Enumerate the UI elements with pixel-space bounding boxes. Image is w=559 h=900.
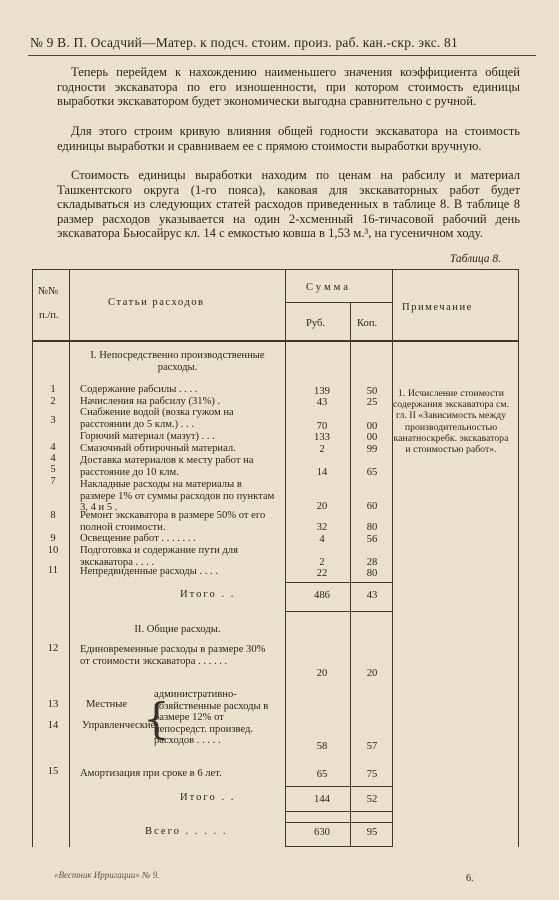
row-rub: 14 [316,467,328,478]
row-rub: 133 [314,432,330,443]
row-rub: 22 [316,568,328,579]
row-rub: 2 [319,557,325,568]
grand-total-kop: 95 [366,827,378,838]
row-kop: 65 [366,467,378,478]
row-kop: 57 [366,741,378,752]
row-number: 11 [47,565,59,576]
row-number: 7 [50,476,56,487]
table-label: Таблица 8. [449,253,501,265]
row-kop: 00 [366,421,378,432]
row-number: 1 [50,384,56,395]
row-rub: 2 [319,444,325,455]
row-number: 5 [50,464,56,475]
grand-total-label: Всего . . . . . [145,826,228,837]
footer-journal: «Вестник Ирригации» № 9. [54,870,160,880]
row-14-left-label: Управленческие [82,720,156,731]
row-number: 3 [50,415,56,426]
row-kop: 80 [366,522,378,533]
total-1-label: Итого . . [180,589,236,600]
row-text: Содержание рабсилы . . . . [80,384,198,395]
row-number: 4 [50,442,56,453]
row-kop: 75 [366,769,378,780]
row-rub: 4 [319,534,325,545]
table-note: 1. Исчисление стоимости содержания экскаватора см. гл. II «Зависимость между производительностью канатноскребк. экскаватора и стоимостью работ». [392,388,510,456]
paragraph-2: Для этого строим кривую влияния общей годности экскаватора на стоимость единицы выработки и сравниваем ее с прямою стоимости выработки вручную. [57,124,520,153]
row-number: 15 [47,766,59,777]
row-number: 4 [50,453,56,464]
row-rub: 65 [316,769,328,780]
col-num-header: №№ [38,286,59,297]
page-header: № 9 В. П. Осадчий—Матер. к подсч. стоим. произ. раб. кан.-скр. экс. 81 [30,35,458,50]
row-kop: 56 [366,534,378,545]
row-kop: 50 [366,386,378,397]
paragraph-1: Теперь перейдем к нахождению наименьшего значения коэффициента общей годности экскаватора по его изношенности, при котором стоимость единицы выработки экскаватором будет экономически выгодна сравнительно с ручной. [57,65,520,109]
row-13-left-label: Местные [86,699,128,710]
row-13-14-text: административно-хозяйственные расходы в размере 12% от непосредст. произвед. расходов . . . . . [154,689,269,747]
row-kop: 80 [366,568,378,579]
row-text: Освещение работ . . . . . . . [80,533,196,544]
row-kop: 25 [366,397,378,408]
row-text: Снабжение водой (возка гужом на расстоянии до 5 клм.) . . . [80,407,234,430]
row-number: 13 [47,699,59,710]
col-num-subheader: п./п. [39,310,59,321]
brace-icon: { [143,694,170,743]
row-rub: 20 [316,501,328,512]
row-kop: 20 [366,668,378,679]
row-text: Горючий материал (мазут) . . . [80,431,215,442]
col-note-header: Примечание [402,302,473,313]
section-1-title: I. Непосредственно производственные расходы. [90,350,265,373]
row-text: Ремонт экскаватора в размере 50% от его полной стоимости. [80,510,266,533]
row-rub: 32 [316,522,328,533]
total-2-label: Итого . . [180,792,236,803]
row-number: 14 [47,720,59,731]
total-1-kop: 43 [366,590,378,601]
total-2-kop: 52 [366,794,378,805]
row-rub: 43 [316,397,328,408]
row-rub: 139 [314,386,330,397]
row-number: 8 [50,510,56,521]
grand-total-rub: 630 [314,827,330,838]
row-kop: 00 [366,432,378,443]
row-number: 12 [47,643,59,654]
row-kop: 99 [366,444,378,455]
row-number: 2 [50,396,56,407]
row-number: 10 [47,545,59,556]
col-sum-header: Сумма [306,282,351,293]
page-number: 6. [466,873,474,884]
row-text: Накладные расходы на материалы в размере 1% от суммы расходов по пунктам 3, 4 и 5 . [80,479,275,514]
row-text: Единовременные расходы в размере 30% от стоимости экскаватора . . . . . . [80,644,266,667]
paragraph-3: Стоимость единицы выработки находим по ценам на рабсилу и материал Ташкентского округа (1-го пояса), каковая для экскаваторных работ будет складываться из следующих статей расходов приведенных в таблице 8. В таблице 8 размер расходов указывается на один 2-хсменный 16-тичасовой рабочий день экскаватора Бьюсайрус кл. 14 с емкостью ковша в 1,53 м.³, на гусеничном ходу. [57,168,520,241]
total-2-rub: 144 [314,794,330,805]
row-rub: 58 [316,741,328,752]
row-rub: 70 [316,421,328,432]
col-items-header: Статьи расходов [108,297,205,308]
row-text: Смазочный обтирочный материал. [80,443,236,454]
row-kop: 60 [366,501,378,512]
section-2-title: II. Общие расходы. [134,624,221,635]
row-text: Непредвиденные расходы . . . . [80,566,218,577]
col-kop-header: Коп. [357,318,378,329]
col-rub-header: Руб. [306,318,326,329]
row-text: Амортизация при сроке в 6 лет. [80,768,222,779]
row-text: Доставка материалов к месту работ на расстояние до 10 клм. [80,455,254,478]
row-text: Начисления на рабсилу (31%) . [80,396,221,407]
row-number: 9 [50,533,56,544]
row-kop: 28 [366,557,378,568]
total-1-rub: 486 [314,590,330,601]
row-rub: 20 [316,668,328,679]
row-text: Подготовка и содержание пути для экскаватора . . . . [80,545,238,568]
